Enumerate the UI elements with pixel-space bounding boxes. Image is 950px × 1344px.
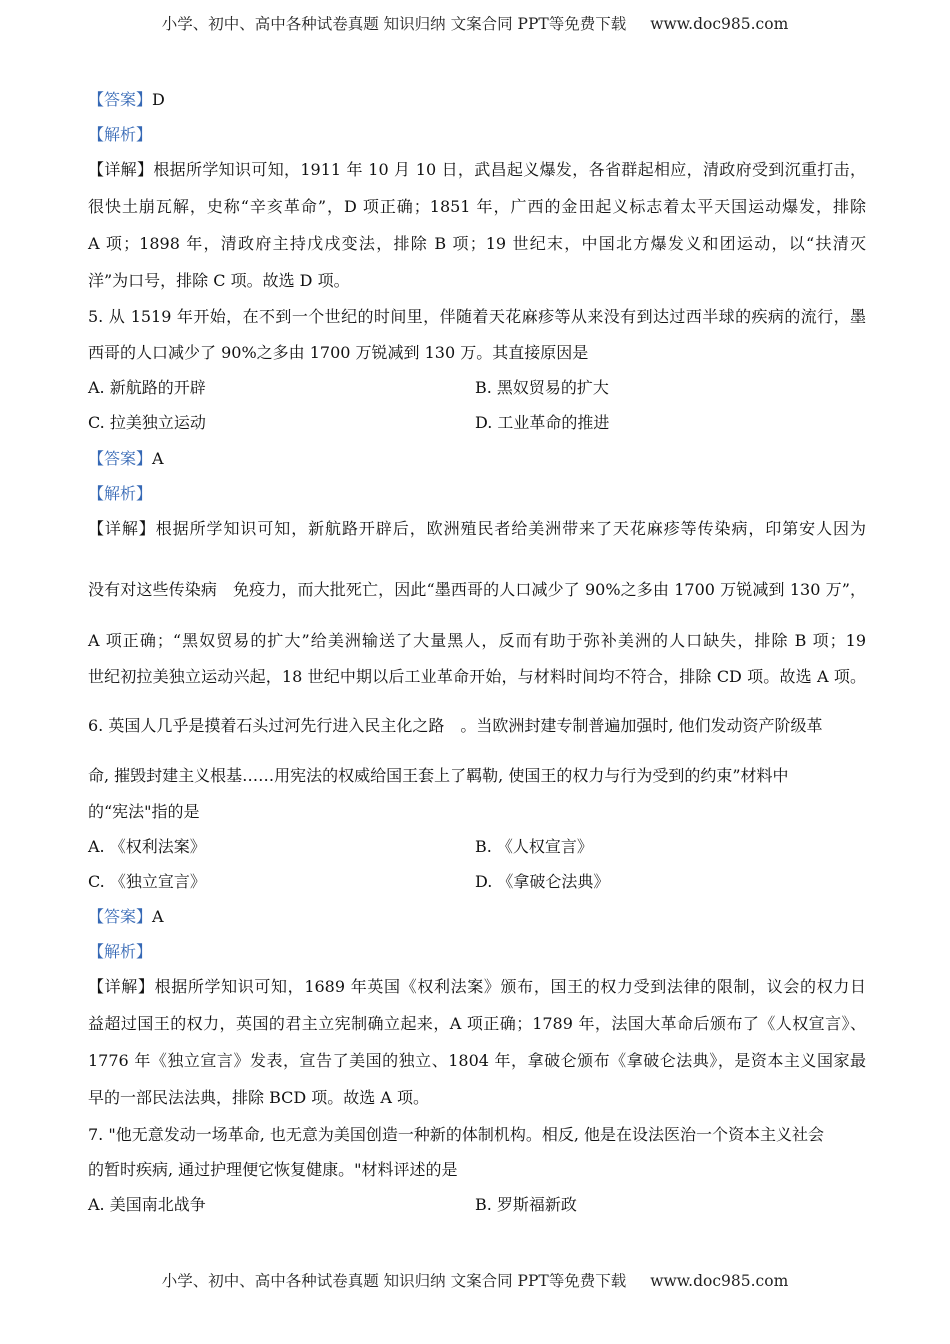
q6-stem-line: 的“宪法"指的是: [88, 802, 200, 821]
q4-detail-line: 很快土崩瓦解，史称“辛亥革命”，D 项正确；1851 年，广西的金田起义标志着太平天国运动爆发，排除: [88, 197, 866, 216]
q6-detail-line: 1776 年《独立宣言》发表，宣告了美国的独立、1804 年，拿破仑颁布《拿破仑法典》，是资本主义国家最: [88, 1051, 866, 1070]
detail-text: 根据所学知识可知，新航路开辟后，欧洲殖民者给美洲带来了天花麻疹等传染病，印第安人因为: [155, 519, 866, 538]
q4-detail-line: 洋”为口号，排除 C 项。故选 D 项。: [88, 271, 350, 290]
q5-analysis: [88, 484, 152, 504]
q5-stem-line: 西哥的人口减少了 90%之多由 1700 万锐减到 130 万。其直接原因是: [88, 343, 589, 362]
q6-option-c: C. 《独立宣言》: [88, 872, 206, 891]
q4-detail-line: [88, 160, 866, 180]
q5-detail-line: 没有对这些传染病 免疫力，而大批死亡，因此“墨西哥的人口减少了 90%之多由 1700 万锐减到 130 万”，: [88, 580, 866, 599]
detail-tag: 【详解】: [88, 977, 155, 996]
analysis-tag: 【解析】: [88, 484, 153, 503]
q5-option-c: C. 拉美独立运动: [88, 413, 206, 432]
q4-detail-line: A 项；1898 年，清政府主持戊戌变法，排除 B 项；19 世纪末，中国北方爆发义和团运动，以“扶清灭: [88, 234, 866, 253]
q6-stem-line: 6. 英国人几乎是摸着石头过河先行进入民主化之路 。当欧洲封建专制普遍加强时, 他们发动资产阶级革: [88, 716, 823, 735]
q6-stem-line: 命, 摧毁封建主义根基……用宪法的权威给国王套上了羁勒, 使国王的权力与行为受到的约束”材料中: [88, 766, 789, 785]
q5-detail-line: A 项正确；“黑奴贸易的扩大”给美洲输送了大量黑人，反而有助于弥补美洲的人口缺失，排除 B 项；19: [88, 631, 866, 650]
q5-option-d: D. 工业革命的推进: [475, 413, 610, 432]
q6-answer: [88, 907, 164, 927]
q6-option-b: B. 《人权宣言》: [475, 837, 593, 856]
answer-tag: 【答案】: [88, 449, 153, 468]
answer-value: A: [152, 907, 164, 926]
q7-stem-line: 的暂时疾病, 通过护理便它恢复健康。"材料评述的是: [88, 1160, 458, 1179]
answer-value: A: [152, 449, 164, 468]
q5-detail-line: [88, 519, 866, 539]
q6-detail-line: [88, 977, 866, 997]
analysis-tag: 【解析】: [88, 125, 153, 144]
page-footer: [0, 1269, 950, 1291]
analysis-tag: 【解析】: [88, 942, 153, 961]
q6-detail-line: 早的一部民法法典，排除 BCD 项。故选 A 项。: [88, 1088, 430, 1107]
q5-stem-line: 5. 从 1519 年开始，在不到一个世纪的时间里，伴随着天花麻疹等从来没有到达过西半球的疾病的流行，墨: [88, 307, 866, 326]
q6-option-a: A. 《权利法案》: [88, 837, 206, 856]
q5-detail-line: 世纪初拉美独立运动兴起，18 世纪中期以后工业革命开始，与材料时间均不符合，排除 CD 项。故选 A 项。: [88, 667, 866, 686]
q6-detail-line: 益超过国王的权力，英国的君主立宪制确立起来，A 项正确；1789 年，法国大革命后颁布了《人权宣言》、: [88, 1014, 866, 1033]
q4-answer: [88, 90, 165, 110]
header-url[interactable]: www.doc985.com: [650, 15, 789, 33]
q7-option-a: A. 美国南北战争: [88, 1195, 206, 1214]
detail-text: 根据所学知识可知，1689 年英国《权利法案》颁布，国王的权力受到法律的限制，议会的权力日: [154, 977, 866, 996]
footer-url[interactable]: www.doc985.com: [650, 1272, 789, 1290]
answer-tag: 【答案】: [88, 90, 153, 109]
q5-option-b: B. 黑奴贸易的扩大: [475, 378, 609, 397]
q7-option-b: B. 罗斯福新政: [475, 1195, 577, 1214]
q5-option-a: A. 新航路的开辟: [88, 378, 206, 397]
q4-analysis: [88, 125, 152, 145]
footer-text: 小学、初中、高中各种试卷真题 知识归纳 文案合同 PPT等免费下载: [161, 1272, 627, 1290]
q5-answer: [88, 449, 164, 469]
q6-analysis: [88, 942, 152, 962]
page-header: [0, 12, 950, 34]
header-text: 小学、初中、高中各种试卷真题 知识归纳 文案合同 PPT等免费下载: [161, 15, 627, 33]
answer-tag: 【答案】: [88, 907, 153, 926]
detail-tag: 【详解】: [88, 160, 154, 179]
q7-stem-line: 7. "他无意发动一场革命, 也无意为美国创造一种新的体制机构。相反, 他是在设法医治一个资本主义社会: [88, 1125, 825, 1144]
answer-value: D: [152, 90, 165, 109]
detail-tag: 【详解】: [88, 519, 156, 538]
q6-option-d: D. 《拿破仑法典》: [475, 872, 610, 891]
detail-text: 根据所学知识可知，1911 年 10 月 10 日，武昌起义爆发，各省群起相应，清政府受到沉重打击，: [153, 160, 866, 179]
